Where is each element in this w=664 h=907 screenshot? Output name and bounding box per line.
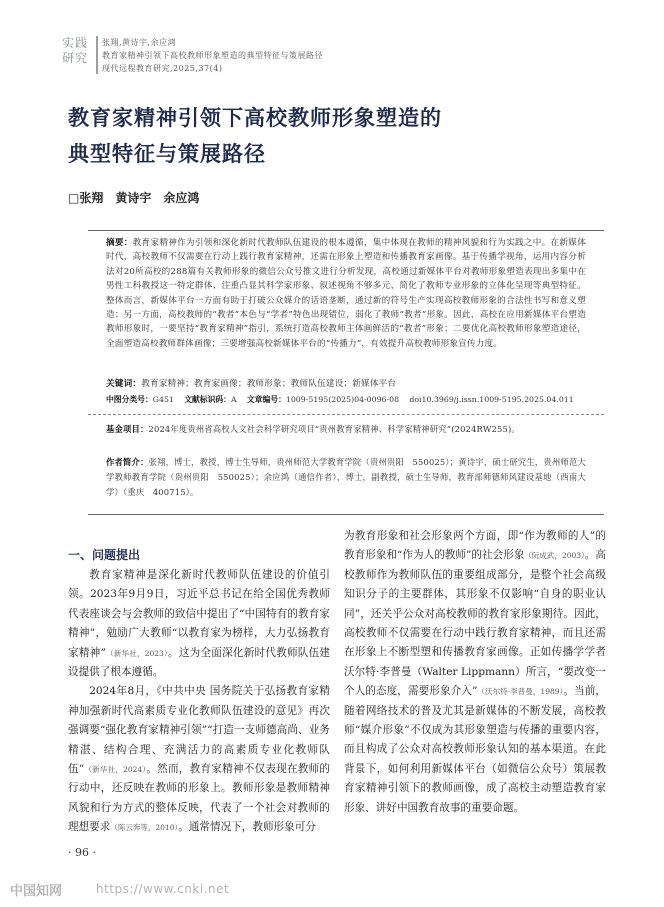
doi: doi10.3969/j.issn.1009-5195.2025.04.011 [409,395,574,404]
cnki-url: https://www.cnki.net [96,882,230,896]
fund-info: 基金项目：2024年度贵州省高校人文社会科学研究项目“贵州教育家精神、科学家精神研究”(2024RW255)。 [106,424,520,434]
paragraph: 2024年8月，《中共中央 国务院关于弘扬教育家精神加强新时代高素质专业化教师队伍建设的意见》再次强调要“强化教育家精神引领”“打造一支师德高尚、业务精湛、结构合理、充满活力的高素质专业化教师队伍”（新华社，2024）。然而，教育家精神不仅表现在教师的行动中，还反映在教师的形象上。教师形象是教师精神风貌和行为方式的整体反映，代表了一个社会对教师的理想要求（陈云奔等，2010）。通常情况下，教师形象可分 [68,685,331,834]
abstract-label: 摘要： [106,238,133,248]
body-top-rule [88,514,604,515]
abstract-text: 教育家精神作为引领和深化新时代教师队伍建设的根本遵循，集中体现在教师的精神风貌和行为实践之中。在新媒体时代，高校教师不仅需要在行动上践行教育家精神，还需在形象上塑造和传播教育家画像。基于传播学视角，运用内容分析法对20所高校的288篇有关教师形象的微信公众号推文进行分析发现，高校通过新媒体平台对教师形象塑造表现出多集中在男性工科教授这一特定群体、注重凸显其科学家形象、叙述视角不够多元、简化了教师专业形象的立体化呈现等典型特征。整体而言，新媒体平台一方面有助于打破公众媒介的话语垄断，通过新的符号生产实现高校教师形象的合法性书写和意义塑造；另一方面，高校教师的“教者”本色与“学者”特色出现错位，弱化了教师“教者”形象。因此，高校在应用新媒体平台塑造教师形象时，一要坚持“教育家精神”指引，系统打造高校教师主体画鲜活的“教者”形象；二要优化高校教师形象塑造途径，全面塑造高校教师群体画像；三要增强高校新媒体平台的“传播力”，有效提升高校教师形象宣传力度。 [106,238,586,349]
running-header-authors: 张翔,黄诗宇,余应鸿 [102,38,177,47]
section-heading: 一、问题提出 [68,548,141,562]
running-header-journal: 现代远程教育研究,2025,37(4) [102,64,223,73]
keywords-text: 教育家精神；教育家画像；教师形象；教师队伍建设；新媒体平台 [141,379,397,389]
paragraph: 为教育形象和社会形象两个方面，即“作为教师的人”的教育形象和“作为人的教师”的社会形象（阮成武，2003）。高校教师作为教师队伍的重要组成部分，是整个社会高级知识分子的主要群体，其形象不仅影响“自身的职业认同”，还关乎公众对高校教师的教育家形象期待。因此，高校教师不仅需要在行动中践行教育家精神，而且还需在形象上不断型塑和传播教育家画像。正如传播学学者沃尔特·李普曼（Walter Lippmann）所言，“要改变一个人的态度，需要形象介入”（沃尔特·李普曼，1989）。当前，随着网络技术的普及尤其是新媒体的不断发展，高校教师“媒介形象”不仅成为其形象塑造与传播的重要内容，而且构成了公众对高校教师形象认知的基本渠道。在此背景下，如何利用新媒体平台（如微信公众号）策展教育家精神引领下的教师画像，成了高校主动塑造教育家形象、讲好中国教育故事的重要命题。 [344,530,606,814]
abstract-bottom-rule [88,414,604,415]
running-header-title: 教育家精神引领下高校教师形象塑造的典型特征与策展路径 [102,51,323,60]
keywords [106,377,586,391]
right-column [344,527,606,818]
author-list: □张翔 黄诗宇 余应鸿 [68,191,200,205]
article-title-line-2: 典型特征与策展路径 [68,142,266,166]
abstract [106,236,586,351]
keywords-label: 关键词： [106,379,142,389]
article-title-line-1: 教育家精神引领下高校教师形象塑造的 [68,106,442,130]
classification-line: 中图分类号：G451 文献标识码：A 文章编号：1009-5195(2025)04-0096-08 doi10.3969/j.issn.1009-5195.2025.04.011 [106,395,574,404]
paragraph: 教育家精神是深化新时代教师队伍建设的价值引领。2023年9月9日，习近平总书记在给全国优秀教师代表座谈会与会教师的致信中提出了“中国特有的教育家精神”，勉励广大教师“以教育家为榜样，大力弘扬教育家精神”（新华社，2023）。这为全面深化新时代教师队伍建设提供了根本遵循。 [68,569,331,679]
cnki-logo: 中国知网 [10,884,63,899]
page-number: · 96 · [68,846,96,859]
header-divider [96,36,98,74]
column-tag: 实践 研究 [62,36,89,65]
author-info: 作者简介：张翔，博士，教授，博士生导师，贵州师范大学教育学院（贵州贵阳 550025）；黄诗宇，硕士研究生，贵州师范大学教师教育学院（贵州贵阳 550025）；余应鸿（通信作者），博士，副教授，硕士生导师，教育部师德师风建设基地（西南大学）（重庆 400715）。 [106,457,586,497]
left-column [68,566,330,838]
abstract-top-rule [88,230,604,231]
